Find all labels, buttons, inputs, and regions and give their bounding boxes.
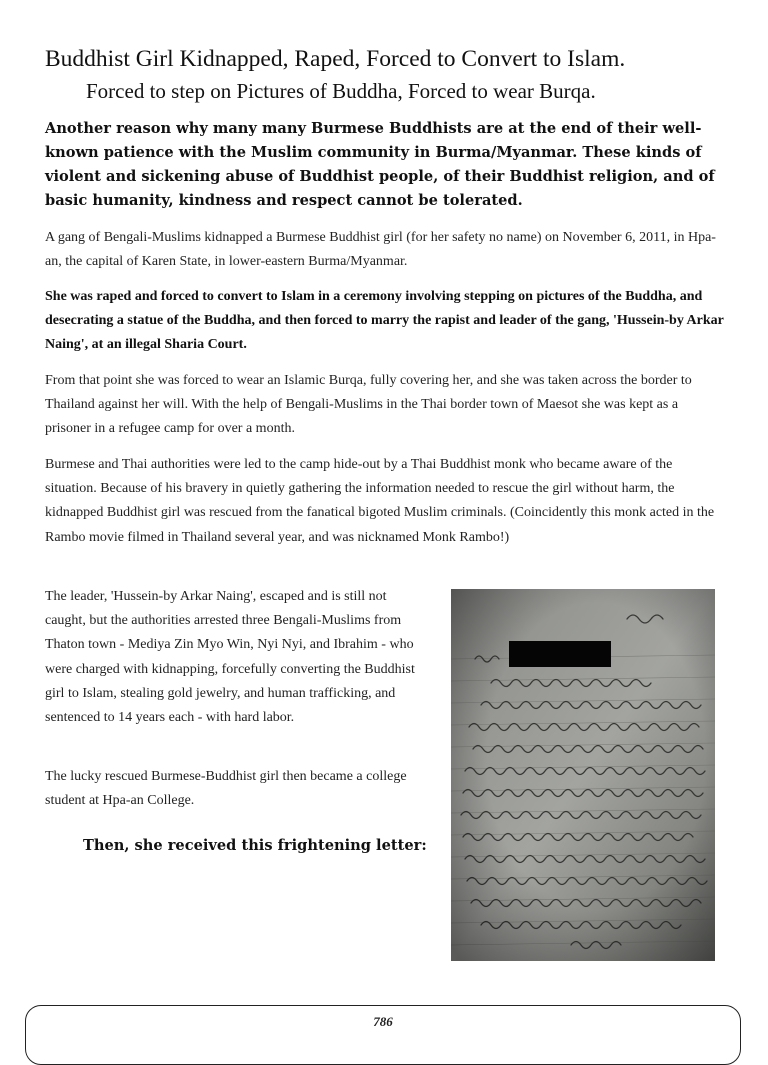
handwritten-letter-photo <box>451 589 715 961</box>
letter-callout: Then, she received this frightening letter: <box>83 837 427 854</box>
page-number: 786 <box>373 1014 393 1029</box>
paragraph-arrests: The leader, 'Hussein-by Arkar Naing', escaped and is still not caught, but the authorities arrested three Bengali-Muslims from Thaton town - Mediya Zin Myo Win, Nyi Nyi, and Ibrahim - who were charged with kidnapping, forcefully converting the Buddhist girl to Islam, stealing gold jewelry, and human trafficking, and sentenced to 14 years each - with hard labor. <box>45 589 415 726</box>
paragraph-rescue: Burmese and Thai authorities were led to the camp hide-out by a Thai Buddhist monk who became aware of the situation. Because of his bravery in quietly gathering the information needed to rescue the girl without harm, the kidnapped Buddhist girl was rescued from the fanatical bigoted Muslim criminals. (Coincidently this monk acted in the Rambo movie filmed in Thailand several year, and was nicknamed Monk Rambo!) <box>45 457 715 545</box>
paragraph-college: The lucky rescued Burmese-Buddhist girl then became a college student at Hpa-an College. <box>45 769 407 809</box>
article-title: Buddhist Girl Kidnapped, Raped, Forced to Convert to Islam. <box>45 46 626 72</box>
paragraph-kidnapping: A gang of Bengali-Muslims kidnapped a Burmese Buddhist girl (for her safety no name) on November 6, 2011, in Hpa-an, the capital of Karen State, in lower-eastern Burma/Myanmar. <box>45 230 716 270</box>
paragraph-burqa: From that point she was forced to wear an Islamic Burqa, fully covering her, and she was taken across the border to Thailand against her will. With the help of Bengali-Muslims in the Thai border town of Maesot she was kept as a prisoner in a refugee camp for over a month. <box>45 373 692 437</box>
paragraph-forced-conversion: She was raped and forced to convert to Islam in a ceremony involving stepping on pictures of the Buddha, and desecrating a statue of the Buddha, and then forced to marry the rapist and leader of the gang, 'Hussein-by Arkar Naing', at an illegal Sharia Court. <box>45 289 724 353</box>
lead-paragraph: Another reason why many many Burmese Buddhists are at the end of their well-known patience with the Muslim community in Burma/Myanmar. These kinds of violent and sickening abuse of Buddhist people, of their Buddhist religion, and of basic humanity, kindness and respect cannot be tolerated. <box>45 120 715 209</box>
article-subtitle: Forced to step on Pictures of Buddha, Forced to wear Burqa. <box>86 79 596 103</box>
page-footer <box>25 1005 741 1065</box>
